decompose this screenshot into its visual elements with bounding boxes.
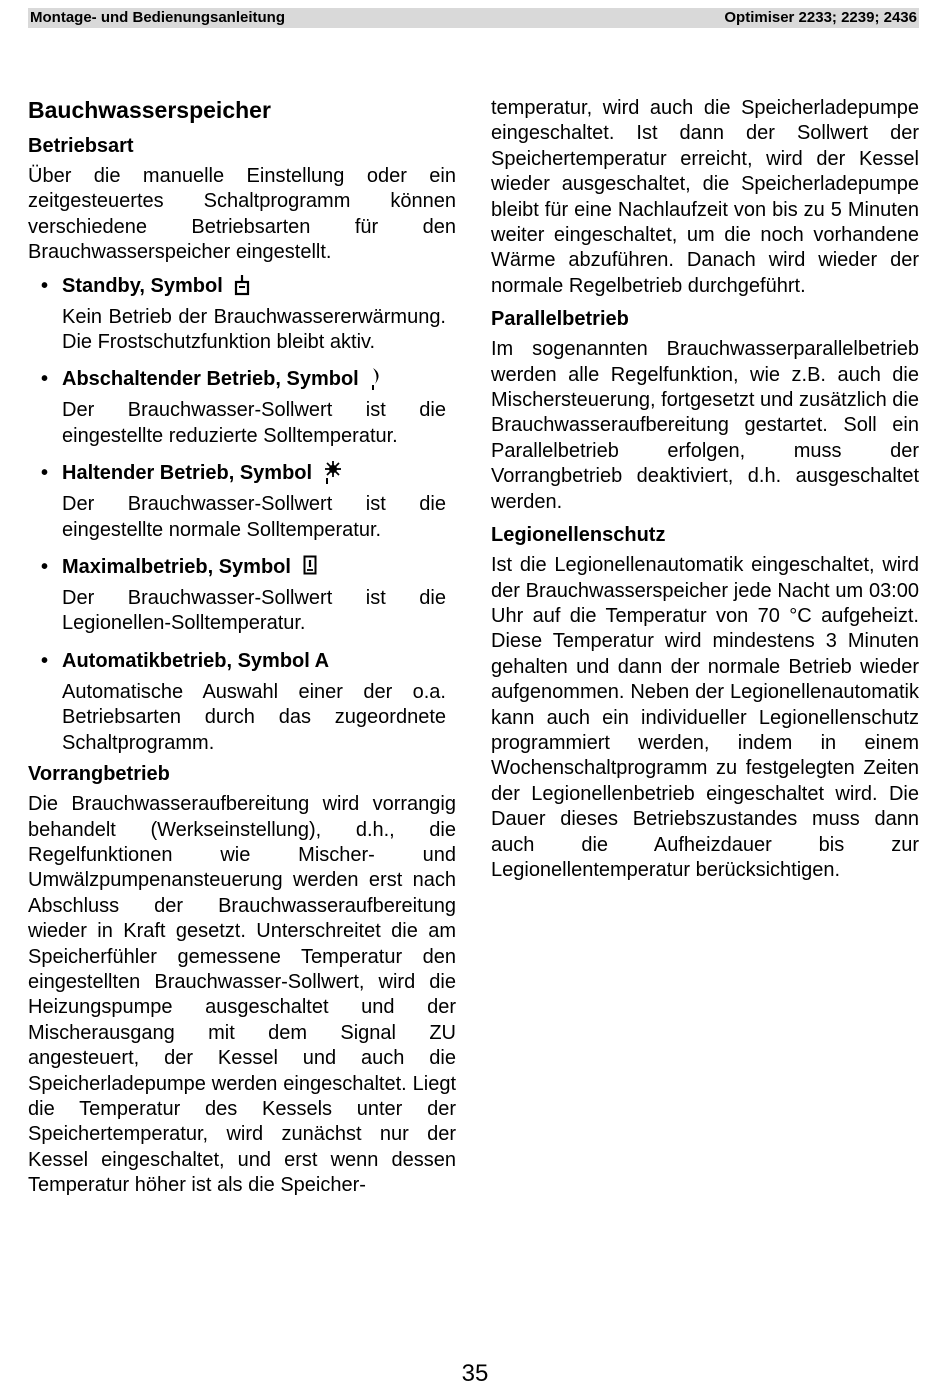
bullet-description: Der Brauchwasser-Sollwert ist die eingestellte reduzierte Solltemperatur. <box>62 399 446 447</box>
section-title: Bauchwasserspeicher <box>28 97 271 123</box>
bullet-abschaltend <box>28 367 456 449</box>
bullet-heading: Automatikbetrieb, Symbol A <box>62 649 330 672</box>
bullet-heading: Standby, Symbol <box>62 274 223 297</box>
vorrang-heading: Vorrangbetrieb <box>28 763 170 786</box>
header-model-numbers: Optimiser 2233; 2239; 2436 <box>724 9 917 26</box>
page-header <box>28 8 919 28</box>
legionellen-heading: Legionellenschutz <box>491 524 666 547</box>
bullet-dot: • <box>41 649 49 672</box>
max-icon <box>303 555 317 577</box>
bullet-heading: Abschaltender Betrieb, Symbol <box>62 368 359 391</box>
moon-icon <box>370 367 384 391</box>
sun-icon <box>324 461 342 485</box>
betriebsart-heading: Betriebsart <box>28 135 134 157</box>
bullet-description: Automatische Auswahl einer der o.a. Betriebsarten durch das zugeordnete Schaltprogramm. <box>62 680 446 754</box>
bullet-heading: Maximalbetrieb, Symbol <box>62 556 291 579</box>
bullet-description: Der Brauchwasser-Sollwert ist die eingestellte normale Solltemperatur. <box>62 493 446 541</box>
betriebsart-text: Über die manuelle Einstellung oder ein zeitgesteuertes Schaltprogramm können verschiedene Betriebsarten für den Brauchwasserspeicher eingestellt. <box>28 165 456 264</box>
header-manual-title: Montage- und Bedienungsanleitung <box>30 9 285 26</box>
bullet-standby <box>28 274 456 356</box>
bullet-dot: • <box>41 274 49 297</box>
right-column <box>491 96 919 891</box>
parallel-text: Im sogenannten Brauchwasserparallelbetrieb werden alle Regelfunktion, wie z.B. auch die Mischersteuerung, fortgesetzt und zusätzlich die Brauchwasseraufbereitung gestartet. Soll ein Parallelbetrieb erfolgen, muss der Vorrangbetrieb deaktiviert, d.h. ausgeschaltet werden. <box>491 338 919 513</box>
bullet-automatik <box>28 649 456 756</box>
bullet-heading: Haltender Betrieb, Symbol <box>62 462 313 485</box>
legionellen-text: Ist die Legionellenautomatik eingeschaltet, wird der Brauchwasserspeicher jede Nacht um 03:00 Uhr auf die Temperatur von 70 °C aufgeheizt. Diese Temperatur wird mindestens 3 Minuten gehalten und dann der normale Betrieb wieder aufgenommen. Neben der Legionellenautomatik kann auch ein individueller Legionellenschutz programmiert werden, indem in einem Wochenschaltprogramm zu festgelegten Zeiten der Legionellenbetrieb eingeschaltet wird. Die Dauer dieses Betriebszustandes muss dann auch die Aufheizdauer bis zur Legionellentemperatur berücksichtigen. <box>491 554 919 881</box>
bullet-maximal <box>28 555 456 637</box>
page-number: 35 <box>461 1360 489 1387</box>
bullet-description: Der Brauchwasser-Sollwert ist die Legionellen-Solltemperatur. <box>62 587 446 635</box>
standby-icon <box>234 274 250 296</box>
bullet-dot: • <box>41 462 49 485</box>
bullet-dot: • <box>41 368 49 391</box>
left-column <box>28 96 456 1207</box>
bullet-haltend <box>28 461 456 543</box>
bullet-dot: • <box>41 556 49 579</box>
vorrang-text-continued: temperatur, wird auch die Speicherladepumpe eingeschaltet. Ist dann der Sollwert der Speichertemperatur erreicht, wird der Kessel wieder ausgeschaltet, die Speicherladepumpe bleibt für eine Nachlaufzeit von bis zu 5 Minuten weiter eingeschaltet, um die noch vorhandene Wärme abzuführen. Danach wird wieder der normale Regelbetrieb durchgeführt. <box>491 97 919 297</box>
bullet-description: Kein Betrieb der Brauchwassererwärmung. Die Frostschutzfunktion bleibt aktiv. <box>62 305 446 354</box>
parallel-heading: Parallelbetrieb <box>491 308 629 331</box>
vorrang-text: Die Brauchwasseraufbereitung wird vorrangig behandelt (Werkseinstellung), d.h., die Regelfunktionen wie Mischer- und Umwälzpumpenansteuerung werden erst nach Abschluss der Brauchwasseraufbereitung wieder in Kraft gesetzt. Unterschreitet die am Speicherfühler gemessene Temperatur den eingestellten Brauchwasser-Sollwert, wird die Heizungspumpe ausgeschaltet und der Mischerausgang mit dem Signal ZU angesteuert, der Kessel und auch die Speicherladepumpe werden eingeschaltet. Liegt die Temperatur des Kessels unter der Speichertemperatur, wird zunächst nur der Kessel eingeschaltet, und erst wenn dessen Temperatur höher ist als die Speicher- <box>28 793 456 1197</box>
